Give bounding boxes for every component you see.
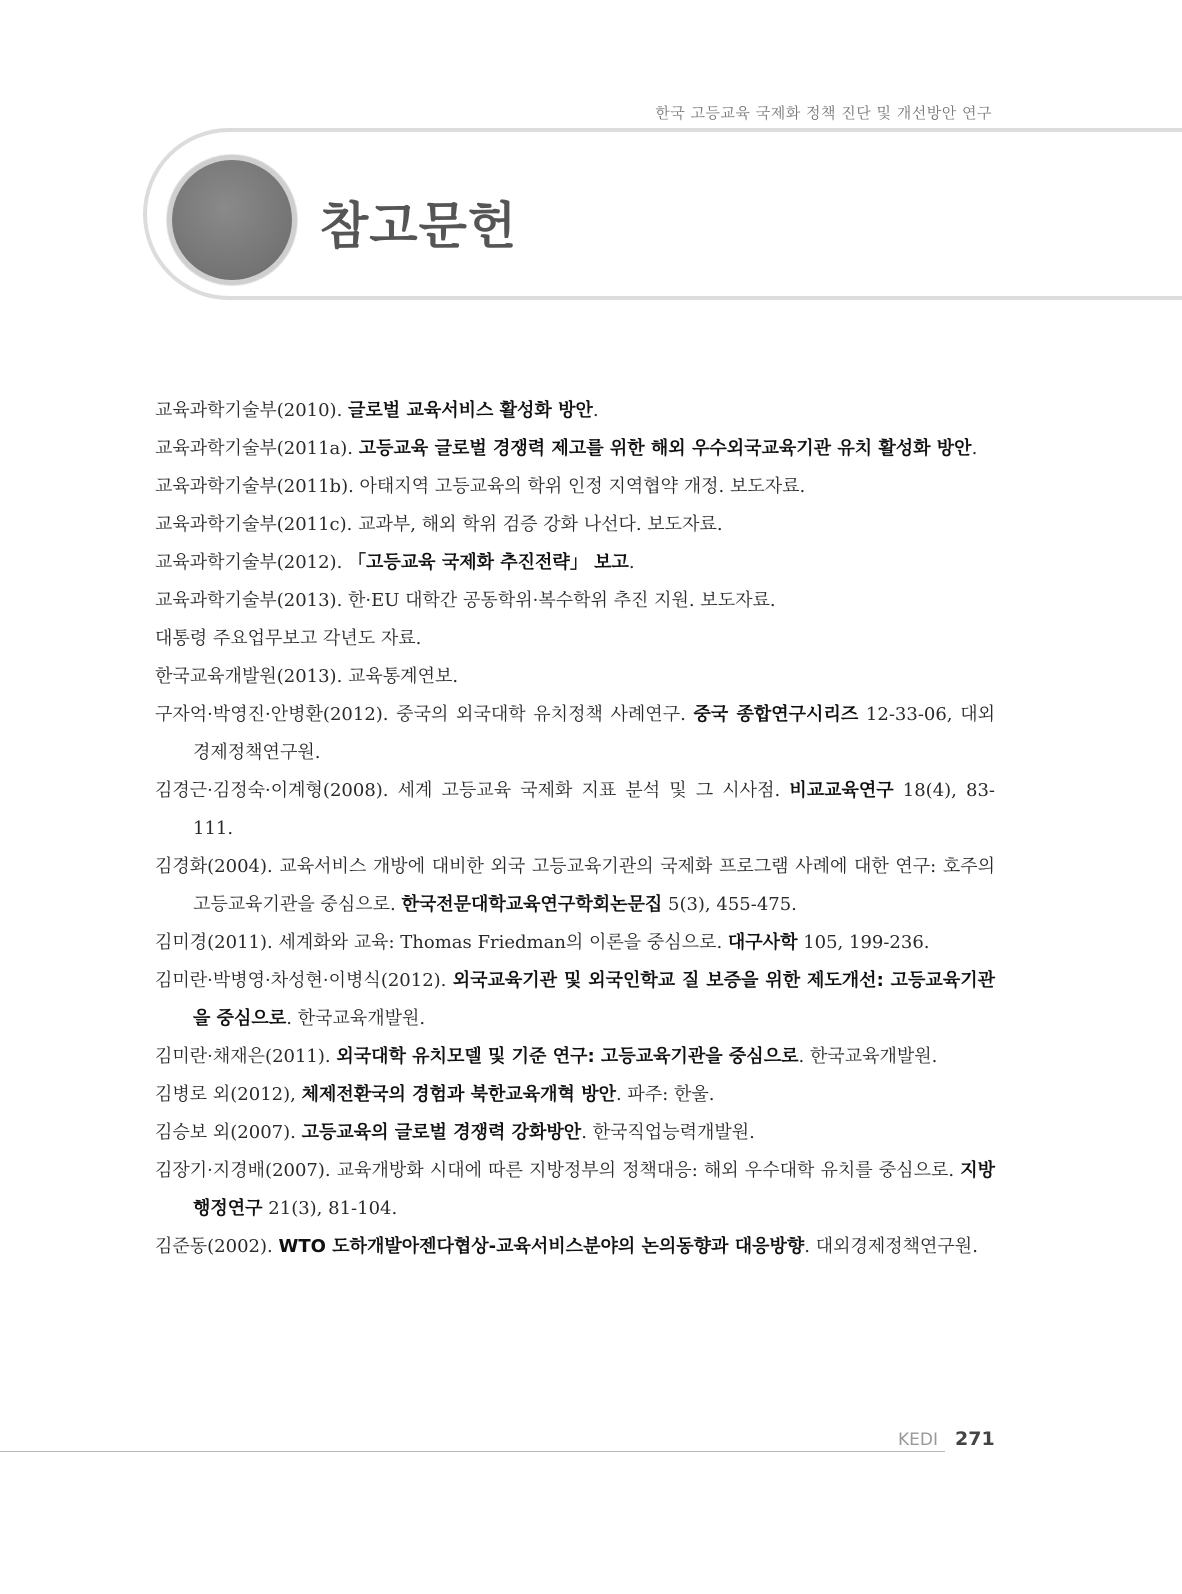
reference-entry: 교육과학기술부(2011c). 교과부, 해외 학위 검증 강화 나선다. 보도자료. [155,514,723,535]
reference-entry: 김미란·박병영·차성현·이병식(2012). 외국교육기관 및 외국인학교 질 보증을 위한 제도개선: 고등교육기관을 중심으로. 한국교육개발원. [155,970,995,1029]
chapter-title-band [143,128,1182,300]
reference-entry: 교육과학기술부(2011a). 고등교육 글로벌 경쟁력 제고를 위한 해외 우수외국교육기관 유치 활성화 방안. [155,438,978,459]
reference-entry: 김준동(2002). WTO 도하개발아젠다협상-교육서비스분야의 논의동향과 대응방향. 대외경제정책연구원. [155,1236,978,1257]
reference-entry: 교육과학기술부(2011b). 아태지역 고등교육의 학위 인정 지역협약 개정. 보도자료. [155,476,806,497]
chapter-title: 참고문헌 [320,197,518,255]
reference-entry: 대통령 주요업무보고 각년도 자료. [155,628,422,649]
reference-entry: 김경근·김정숙·이계형(2008). 세계 고등교육 국제화 지표 분석 및 그 시사점. 비교교육연구 18(4), 83-111. [155,780,995,839]
reference-entry: 교육과학기술부(2013). 한·EU 대학간 공동학위·복수학위 추진 지원. 보도자료. [155,590,776,611]
reference-entry: 김승보 외(2007). 고등교육의 글로벌 경쟁력 강화방안. 한국직업능력개발원. [155,1122,755,1143]
reference-entry: 구자억·박영진·안병환(2012). 중국의 외국대학 유치정책 사례연구. 중국 종합연구시리즈 12-33-06, 대외경제정책연구원. [155,704,995,763]
reference-entry: 김미경(2011). 세계화와 교육: Thomas Friedman의 이론을 중심으로. 대구사학 105, 199-236. [155,932,930,953]
footer-publisher-label: KEDI [898,1430,938,1450]
reference-list [155,392,995,1266]
reference-entry: 김장기·지경배(2007). 교육개방화 시대에 따른 지방정부의 정책대응: 해외 우수대학 유치를 중심으로. 지방행정연구 21(3), 81-104. [155,1160,995,1219]
reference-entry: 교육과학기술부(2010). 글로벌 교육서비스 활성화 방안. [155,400,599,421]
reference-entry: 김병로 외(2012), 체제전환국의 경험과 북한교육개혁 방안. 파주: 한울. [155,1084,715,1105]
running-header: 한국 고등교육 국제화 정책 진단 및 개선방안 연구 [655,104,992,122]
footer-rule [0,1451,945,1452]
reference-entry: 한국교육개발원(2013). 교육통계연보. [155,666,459,687]
chapter-circle-ornament [172,160,292,280]
reference-entry: 김미란·채재은(2011). 외국대학 유치모델 및 기준 연구: 고등교육기관을 중심으로. 한국교육개발원. [155,1046,938,1067]
reference-entry: 김경화(2004). 교육서비스 개방에 대비한 외국 고등교육기관의 국제화 프로그램 사례에 대한 연구: 호주의 고등교육기관을 중심으로. 한국전문대학교육연구학회논문집 5(3), 455-475. [155,856,995,915]
reference-entry: 교육과학기술부(2012). 「고등교육 국제화 추진전략」 보고. [155,552,635,573]
page-number: 271 [955,1428,995,1450]
